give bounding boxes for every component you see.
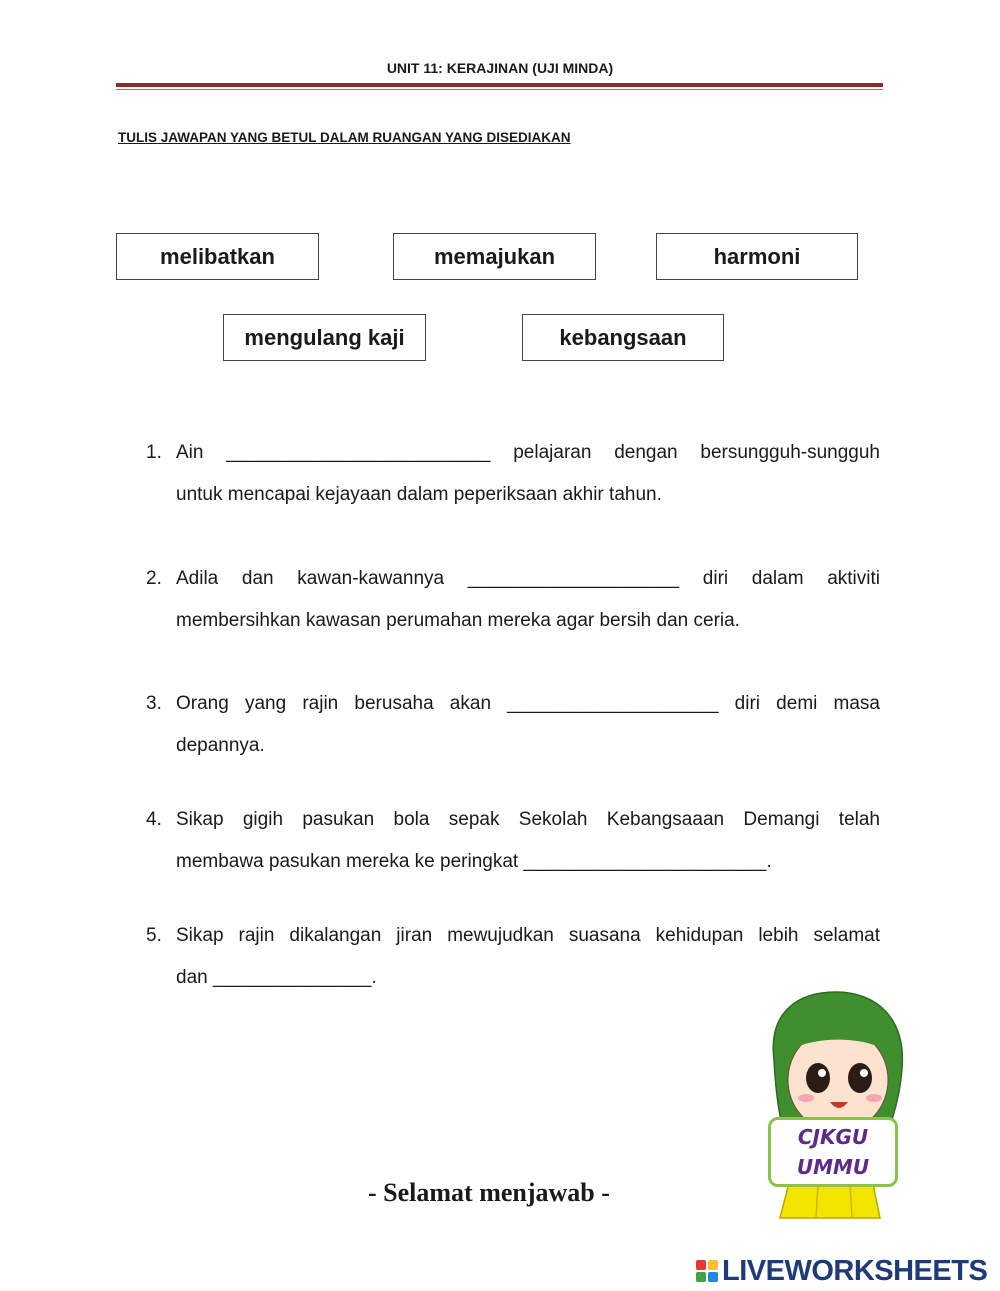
question-3-line-1: Orang yang rajin berusaha akan ____________________ diri demi masa xyxy=(176,693,880,714)
word-box-memajukan[interactable]: memajukan xyxy=(393,233,596,280)
logo-square xyxy=(696,1272,706,1282)
logo-square xyxy=(708,1260,718,1270)
badge-line-2: UMMU xyxy=(796,1155,870,1179)
question-4-line-1: Sikap gigih pasukan bola sepak Sekolah Kebangsaaan Demangi telah xyxy=(176,809,880,830)
word-box-harmoni[interactable]: harmoni xyxy=(656,233,858,280)
question-number: 2. xyxy=(146,568,162,589)
mascot-badge xyxy=(768,1117,898,1187)
header-rule xyxy=(116,83,883,87)
liveworksheets-logo[interactable] xyxy=(696,1254,987,1288)
word-box-kebangsaan[interactable]: kebangsaan xyxy=(522,314,724,361)
badge-line-1: CJKGU xyxy=(797,1125,869,1149)
logo-mark-icon xyxy=(696,1260,718,1282)
question-1-line-1: Ain _________________________ pelajaran dengan bersungguh-sungguh xyxy=(176,442,880,463)
word-box-melibatkan[interactable]: melibatkan xyxy=(116,233,319,280)
page-title: UNIT 11: KERAJINAN (UJI MINDA) xyxy=(386,60,614,76)
instruction-text: TULIS JAWAPAN YANG BETUL DALAM RUANGAN YANG DISEDIAKAN xyxy=(118,130,571,145)
question-5-line-1: Sikap rajin dikalangan jiran mewujudkan suasana kehidupan lebih selamat xyxy=(176,925,880,946)
logo-square xyxy=(708,1272,718,1282)
closing-text: - Selamat menjawab - xyxy=(368,1178,610,1207)
question-number: 5. xyxy=(146,925,162,946)
question-3-line-2: depannya. xyxy=(176,735,265,756)
question-number: 4. xyxy=(146,809,162,830)
question-number: 3. xyxy=(146,693,162,714)
header-rule-thin xyxy=(116,89,883,90)
question-number: 1. xyxy=(146,442,162,463)
question-1-line-2: untuk mencapai kejayaan dalam peperiksaan akhir tahun. xyxy=(176,484,662,505)
mascot-illustration xyxy=(760,990,910,1230)
question-5-line-2: dan _______________. xyxy=(176,967,377,988)
question-4-line-2: membawa pasukan mereka ke peringkat _______________________. xyxy=(176,851,772,872)
logo-text: LIVEWORKSHEETS xyxy=(722,1254,988,1287)
question-2-line-1: Adila dan kawan-kawannya ____________________ diri dalam aktiviti xyxy=(176,568,880,589)
logo-square xyxy=(696,1260,706,1270)
word-box-mengulang-kaji[interactable]: mengulang kaji xyxy=(223,314,426,361)
question-2-line-2: membersihkan kawasan perumahan mereka agar bersih dan ceria. xyxy=(176,610,740,631)
